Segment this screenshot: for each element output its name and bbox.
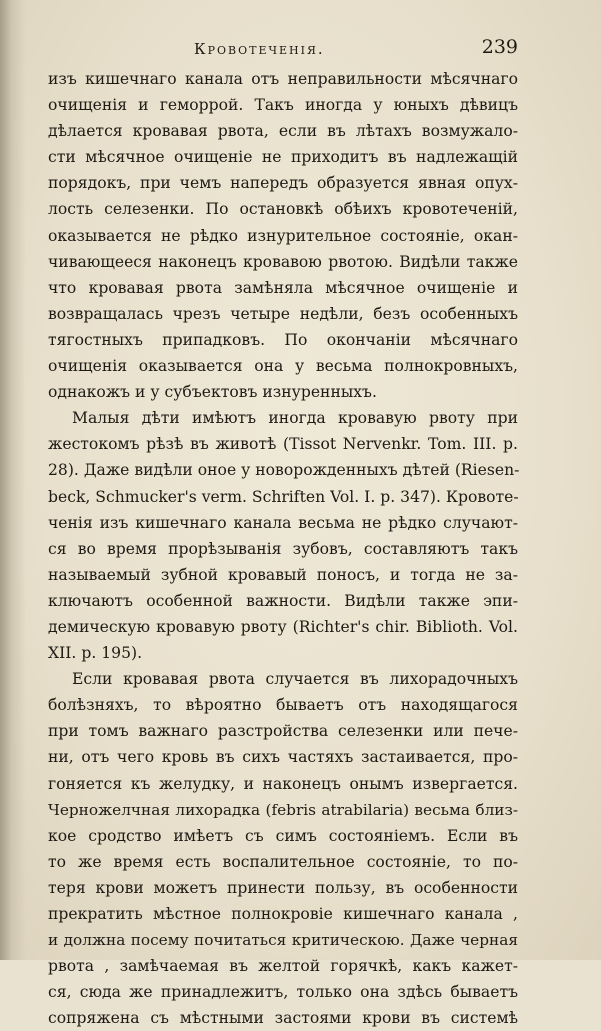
text-line: изъ кишечнаго канала отъ неправильности мѣсячнаго bbox=[48, 70, 518, 88]
text-line: лость селезенки. По остановкѣ обѣихъ кровотеченій, bbox=[48, 200, 518, 219]
text-line: возвращалась чрезъ четыре недѣли, безъ особенныхъ bbox=[48, 304, 518, 323]
text-line: сти мѣсячное очищеніе не приходитъ въ надлежащій bbox=[48, 148, 518, 167]
text-line: очищенія и геморрой. Такъ иногда у юныхъ дѣвицъ bbox=[48, 96, 518, 115]
running-title: Кровотеченія. bbox=[194, 40, 325, 58]
text-line: рвота , замѣчаемая въ желтой горячкѣ, какъ кажет- bbox=[48, 957, 518, 976]
text-line: ся во время прорѣзыванія зубовъ, составляютъ такъ bbox=[48, 539, 518, 558]
text-line: чивающееся наконецъ кровавою рвотою. Видѣли также bbox=[48, 252, 518, 271]
page-header bbox=[48, 36, 518, 62]
text-line: Малыя дѣти имѣютъ иногда кровавую рвоту при bbox=[72, 409, 518, 428]
text-line: тягостныхъ припадковъ. По окончаніи мѣсячнаго bbox=[48, 330, 518, 349]
text-line: XII. p. 195). bbox=[48, 644, 143, 663]
text-line: ключаютъ особенной важности. Видѣли также эпи- bbox=[48, 591, 518, 610]
text-line: то же время есть воспалительное состояніе, то по- bbox=[48, 852, 518, 871]
text-line: при томъ важнаго разстройства селезенки или пече- bbox=[48, 722, 518, 741]
text-line: очищенія оказывается она у весьма полнокровныхъ, bbox=[48, 357, 518, 376]
text-line: Если кровавая рвота случается въ лихорадочныхъ bbox=[72, 670, 518, 689]
text-line: прекратить мѣстное полнокровіе кишечнаго канала , bbox=[48, 905, 518, 923]
text-line: демическую кровавую рвоту (Richter's chir. Biblioth. Vol. bbox=[48, 617, 518, 636]
text-line: ни, отъ чего кровь въ сихъ частяхъ застаивается, про- bbox=[48, 748, 518, 767]
text-line: ченія изъ кишечнаго канала весьма не рѣдко случают- bbox=[48, 513, 518, 532]
page-number: 239 bbox=[481, 36, 518, 58]
text-line: что кровавая рвота замѣняла мѣсячное очищеніе и bbox=[48, 278, 518, 297]
text-line: болѣзняхъ, то вѣроятно бываетъ отъ находящагося bbox=[48, 696, 518, 715]
text-line: 28). Даже видѣли оное у новорожденныхъ дѣтей (Riesen- bbox=[48, 461, 520, 480]
text-line: дѣлается кровавая рвота, если въ лѣтахъ возмужало- bbox=[48, 122, 518, 141]
text-line: beck, Schmucker's verm. Schriften Vol. I. p. 347). Кровоте- bbox=[48, 487, 519, 506]
text-line: кое сродство имѣетъ съ симъ состояніемъ. Если въ bbox=[48, 826, 518, 845]
text-line: однакожъ и у субъектовъ изнуренныхъ. bbox=[48, 383, 377, 402]
body-text bbox=[48, 66, 518, 1031]
text-line: ся, сюда же принадлежитъ, только она здѣсь бываетъ bbox=[48, 983, 518, 1002]
text-line: теря крови можетъ принести пользу, въ особенности bbox=[48, 878, 518, 897]
text-line: называемый зубной кровавый поносъ, и тогда не за- bbox=[48, 565, 518, 584]
text-line: и должна посему почитаться критическою. Даже черная bbox=[48, 931, 518, 950]
text-line: гоняется къ желудку, и наконецъ онымъ извергается. bbox=[48, 774, 518, 793]
gutter-shadow bbox=[0, 0, 26, 960]
text-line: оказывается не рѣдко изнурительное состояніе, окан- bbox=[48, 226, 518, 245]
text-line: Черножелчная лихорадка (febris atrabilaria) весьма близ- bbox=[48, 800, 518, 819]
text-line: порядокъ, при чемъ напередъ образуется явная опух- bbox=[48, 174, 518, 193]
text-line: жестокомъ рѣзѣ въ животѣ (Tissot Nervenkr. Tom. III. p. bbox=[48, 435, 518, 454]
text-line: сопряжена съ мѣстными застоями крови въ системѣ bbox=[48, 1009, 518, 1028]
